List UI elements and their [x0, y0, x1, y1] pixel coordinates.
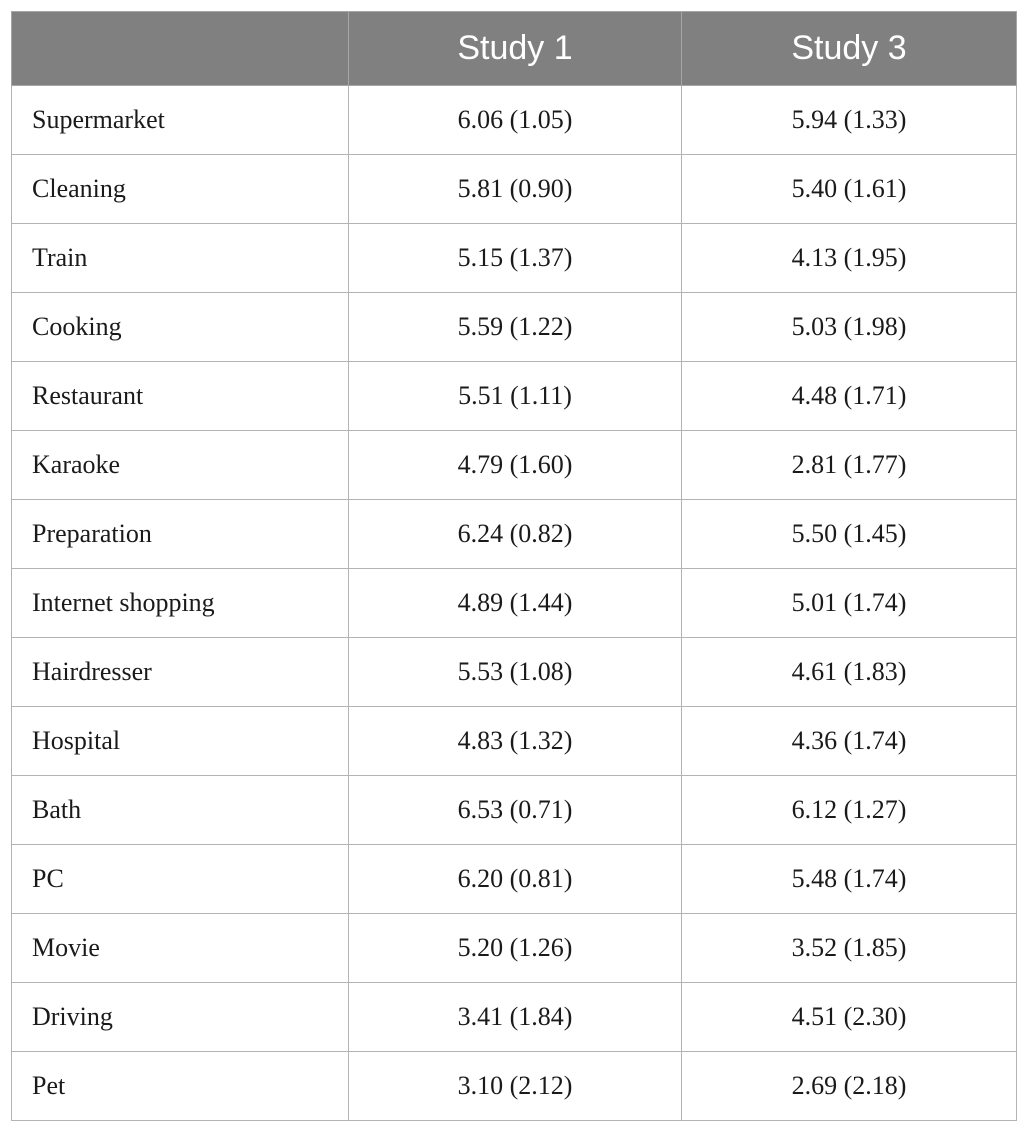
table-row — [12, 224, 1017, 293]
study-1-cell: 5.81 (0.90) — [349, 155, 682, 224]
study-3-cell: 5.48 (1.74) — [682, 845, 1017, 914]
table-row — [12, 845, 1017, 914]
table-row — [12, 362, 1017, 431]
row-label-cell: Pet — [12, 1052, 349, 1121]
row-label-cell: Cooking — [12, 293, 349, 362]
study-3-cell: 4.36 (1.74) — [682, 707, 1017, 776]
row-label-cell: Hospital — [12, 707, 349, 776]
study-1-cell: 6.20 (0.81) — [349, 845, 682, 914]
study-3-cell: 5.03 (1.98) — [682, 293, 1017, 362]
table-row — [12, 569, 1017, 638]
study-1-cell: 6.53 (0.71) — [349, 776, 682, 845]
study-3-cell: 5.01 (1.74) — [682, 569, 1017, 638]
study-3-cell: 5.40 (1.61) — [682, 155, 1017, 224]
study-1-cell: 6.06 (1.05) — [349, 86, 682, 155]
study-1-cell: 4.79 (1.60) — [349, 431, 682, 500]
study-3-cell: 4.13 (1.95) — [682, 224, 1017, 293]
study-1-cell: 3.41 (1.84) — [349, 983, 682, 1052]
table-row — [12, 983, 1017, 1052]
table-row — [12, 707, 1017, 776]
table-row — [12, 638, 1017, 707]
table-row — [12, 776, 1017, 845]
study-1-cell: 5.20 (1.26) — [349, 914, 682, 983]
table-header — [12, 12, 1017, 86]
study-1-cell: 5.59 (1.22) — [349, 293, 682, 362]
header-row — [12, 12, 1017, 86]
study-3-cell: 4.51 (2.30) — [682, 983, 1017, 1052]
study-1-cell: 4.83 (1.32) — [349, 707, 682, 776]
study-3-cell: 4.48 (1.71) — [682, 362, 1017, 431]
row-label-cell: Train — [12, 224, 349, 293]
row-label-cell: Bath — [12, 776, 349, 845]
table-container — [11, 11, 1016, 1121]
table-row — [12, 1052, 1017, 1121]
row-label-cell: PC — [12, 845, 349, 914]
study-1-cell: 6.24 (0.82) — [349, 500, 682, 569]
study-3-cell: 3.52 (1.85) — [682, 914, 1017, 983]
header-cell-study-3: Study 3 — [682, 12, 1017, 86]
row-label-cell: Restaurant — [12, 362, 349, 431]
table-row — [12, 431, 1017, 500]
study-3-cell: 2.69 (2.18) — [682, 1052, 1017, 1121]
row-label-cell: Hairdresser — [12, 638, 349, 707]
table-body — [12, 86, 1017, 1121]
table-row — [12, 500, 1017, 569]
data-table — [11, 11, 1017, 1121]
study-3-cell: 6.12 (1.27) — [682, 776, 1017, 845]
table-row — [12, 914, 1017, 983]
row-label-cell: Cleaning — [12, 155, 349, 224]
study-1-cell: 3.10 (2.12) — [349, 1052, 682, 1121]
row-label-cell: Driving — [12, 983, 349, 1052]
row-label-cell: Karaoke — [12, 431, 349, 500]
header-cell-label — [12, 12, 349, 86]
study-1-cell: 5.51 (1.11) — [349, 362, 682, 431]
table-row — [12, 155, 1017, 224]
study-3-cell: 5.94 (1.33) — [682, 86, 1017, 155]
study-3-cell: 2.81 (1.77) — [682, 431, 1017, 500]
row-label-cell: Preparation — [12, 500, 349, 569]
study-1-cell: 4.89 (1.44) — [349, 569, 682, 638]
row-label-cell: Movie — [12, 914, 349, 983]
row-label-cell: Internet shopping — [12, 569, 349, 638]
study-1-cell: 5.15 (1.37) — [349, 224, 682, 293]
table-row — [12, 293, 1017, 362]
study-3-cell: 5.50 (1.45) — [682, 500, 1017, 569]
header-cell-study-1: Study 1 — [349, 12, 682, 86]
study-3-cell: 4.61 (1.83) — [682, 638, 1017, 707]
table-row — [12, 86, 1017, 155]
study-1-cell: 5.53 (1.08) — [349, 638, 682, 707]
row-label-cell: Supermarket — [12, 86, 349, 155]
